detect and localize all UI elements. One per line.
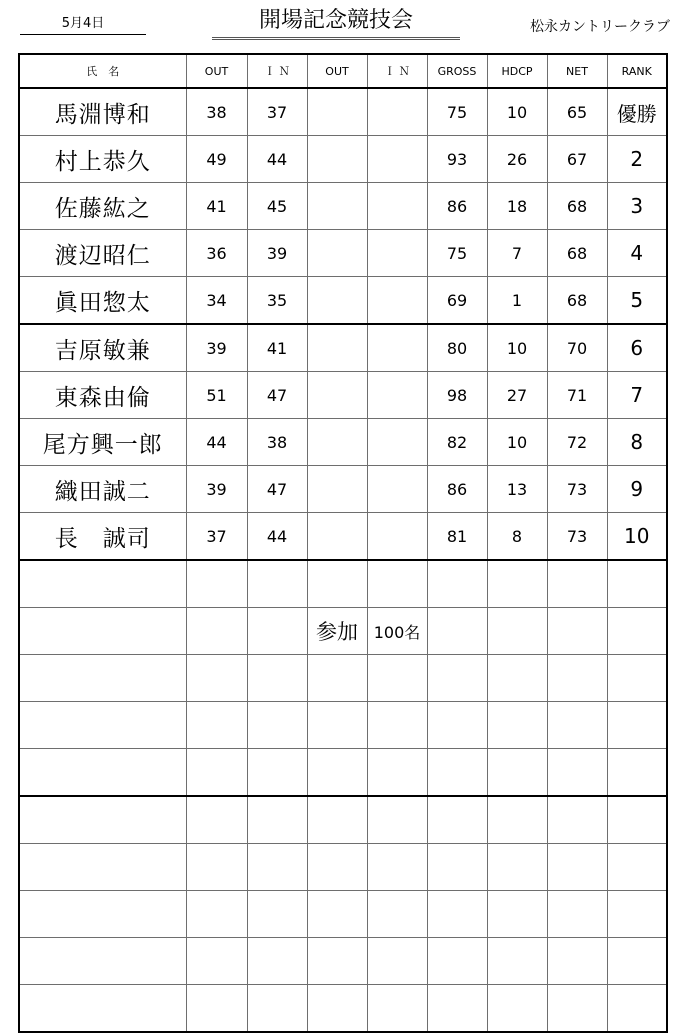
out-score-2 <box>307 466 367 513</box>
hdcp-value: 13 <box>487 466 547 513</box>
gross-score: 82 <box>427 419 487 466</box>
table-row <box>19 324 667 372</box>
player-name: 渡辺昭仁 <box>19 230 186 277</box>
column-header-hdcp: HDCP <box>487 54 547 88</box>
player-name: 東森由倫 <box>19 372 186 419</box>
gross-score: 81 <box>427 513 487 561</box>
hdcp-value: 1 <box>487 277 547 325</box>
hdcp-value: 10 <box>487 88 547 136</box>
out-score-2 <box>307 372 367 419</box>
hdcp-value: 26 <box>487 136 547 183</box>
empty-row <box>19 702 667 749</box>
scoreboard-table <box>18 53 668 1033</box>
out-score: 34 <box>186 277 247 325</box>
empty-row <box>19 655 667 702</box>
player-name: 尾方興一郎 <box>19 419 186 466</box>
out-score-2 <box>307 513 367 561</box>
participants-label: 参加 <box>307 608 367 655</box>
column-header-rank: RANK <box>607 54 667 88</box>
rank-value: 10 <box>607 513 667 561</box>
out-score: 44 <box>186 419 247 466</box>
rank-value: 5 <box>607 277 667 325</box>
club-name: 松永カントリークラブ <box>530 19 670 35</box>
player-name: 村上恭久 <box>19 136 186 183</box>
in-score: 35 <box>247 277 307 325</box>
column-header-in-2: Ｉ Ｎ <box>367 54 427 88</box>
out-score-2 <box>307 230 367 277</box>
hdcp-value: 10 <box>487 324 547 372</box>
out-score: 41 <box>186 183 247 230</box>
in-score: 38 <box>247 419 307 466</box>
rank-value: 7 <box>607 372 667 419</box>
rank-value: 4 <box>607 230 667 277</box>
gross-score: 75 <box>427 230 487 277</box>
in-score: 45 <box>247 183 307 230</box>
player-name: 馬淵博和 <box>19 88 186 136</box>
in-score: 41 <box>247 324 307 372</box>
gross-score: 98 <box>427 372 487 419</box>
column-header-name: 氏 名 <box>19 54 186 88</box>
table-row <box>19 277 667 325</box>
out-score: 36 <box>186 230 247 277</box>
out-score-2 <box>307 136 367 183</box>
in-score-2 <box>367 277 427 325</box>
in-score: 47 <box>247 372 307 419</box>
net-score: 70 <box>547 324 607 372</box>
table-row <box>19 372 667 419</box>
empty-row <box>19 560 667 608</box>
table-row <box>19 513 667 561</box>
empty-row <box>19 796 667 844</box>
player-name: 長 誠司 <box>19 513 186 561</box>
in-score-2 <box>367 466 427 513</box>
empty-row <box>19 891 667 938</box>
table-row <box>19 136 667 183</box>
in-score: 44 <box>247 513 307 561</box>
column-header-in: Ｉ Ｎ <box>247 54 307 88</box>
in-score: 44 <box>247 136 307 183</box>
hdcp-value: 18 <box>487 183 547 230</box>
gross-score: 75 <box>427 88 487 136</box>
header-row <box>19 54 667 88</box>
in-score-2 <box>367 230 427 277</box>
net-score: 65 <box>547 88 607 136</box>
table-row <box>19 88 667 136</box>
hdcp-value: 10 <box>487 419 547 466</box>
table-row <box>19 230 667 277</box>
column-header-out: OUT <box>186 54 247 88</box>
in-score: 39 <box>247 230 307 277</box>
in-score-2 <box>367 419 427 466</box>
out-score: 39 <box>186 324 247 372</box>
empty-row <box>19 844 667 891</box>
page-title: 開場記念競技会 <box>212 6 460 40</box>
in-score-2 <box>367 183 427 230</box>
out-score-2 <box>307 277 367 325</box>
table-row <box>19 183 667 230</box>
gross-score: 86 <box>427 183 487 230</box>
rank-value: 8 <box>607 419 667 466</box>
out-score-2 <box>307 419 367 466</box>
gross-score: 93 <box>427 136 487 183</box>
net-score: 67 <box>547 136 607 183</box>
player-name: 佐藤紘之 <box>19 183 186 230</box>
column-header-gross: GROSS <box>427 54 487 88</box>
gross-score: 69 <box>427 277 487 325</box>
rank-value: 2 <box>607 136 667 183</box>
hdcp-value: 27 <box>487 372 547 419</box>
out-score: 39 <box>186 466 247 513</box>
out-score-2 <box>307 183 367 230</box>
gross-score: 80 <box>427 324 487 372</box>
in-score-2 <box>367 372 427 419</box>
column-header-out-2: OUT <box>307 54 367 88</box>
participants-count: 100名 <box>367 608 427 655</box>
column-header-net: NET <box>547 54 607 88</box>
in-score: 47 <box>247 466 307 513</box>
gross-score: 86 <box>427 466 487 513</box>
player-name: 吉原敏兼 <box>19 324 186 372</box>
player-name: 織田誠二 <box>19 466 186 513</box>
out-score: 37 <box>186 513 247 561</box>
rank-value: 3 <box>607 183 667 230</box>
participants-row <box>19 608 667 655</box>
net-score: 73 <box>547 513 607 561</box>
out-score-2 <box>307 324 367 372</box>
in-score-2 <box>367 88 427 136</box>
rank-value: 9 <box>607 466 667 513</box>
out-score: 49 <box>186 136 247 183</box>
date-label: 5月4日 <box>20 14 146 35</box>
in-score: 37 <box>247 88 307 136</box>
in-score-2 <box>367 513 427 561</box>
in-score-2 <box>367 324 427 372</box>
hdcp-value: 7 <box>487 230 547 277</box>
rank-value: 6 <box>607 324 667 372</box>
out-score: 51 <box>186 372 247 419</box>
hdcp-value: 8 <box>487 513 547 561</box>
out-score: 38 <box>186 88 247 136</box>
empty-row <box>19 985 667 1033</box>
net-score: 73 <box>547 466 607 513</box>
net-score: 71 <box>547 372 607 419</box>
table-row <box>19 466 667 513</box>
out-score-2 <box>307 88 367 136</box>
empty-row <box>19 938 667 985</box>
net-score: 68 <box>547 230 607 277</box>
table-row <box>19 419 667 466</box>
net-score: 68 <box>547 183 607 230</box>
net-score: 72 <box>547 419 607 466</box>
player-name: 眞田惣太 <box>19 277 186 325</box>
net-score: 68 <box>547 277 607 325</box>
in-score-2 <box>367 136 427 183</box>
empty-row <box>19 749 667 797</box>
rank-value: 優勝 <box>607 88 667 136</box>
